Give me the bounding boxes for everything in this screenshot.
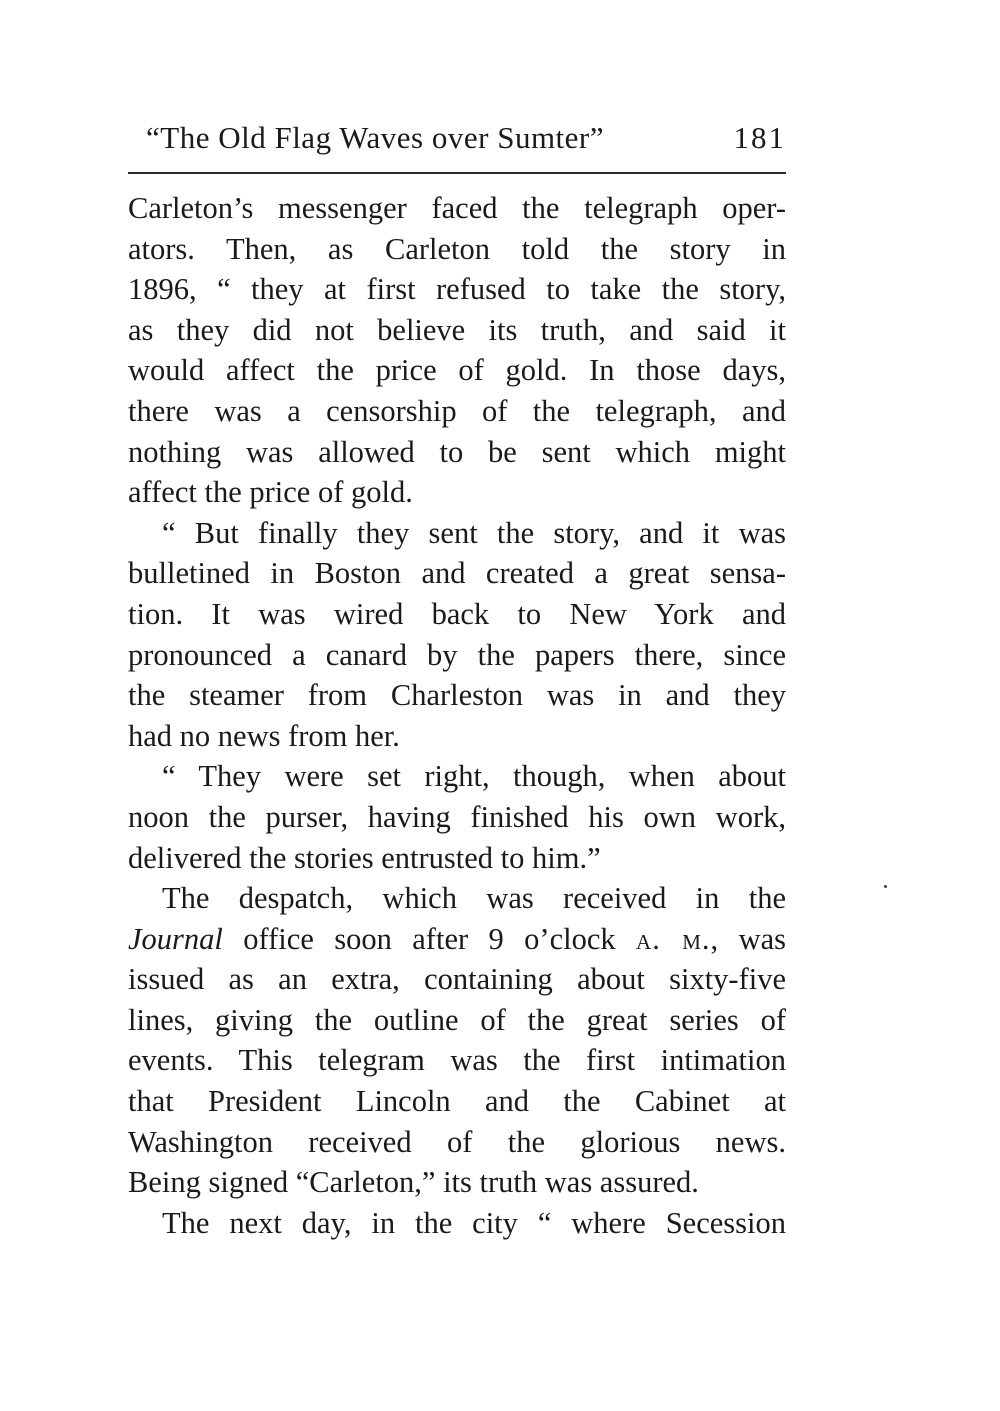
text-line: The despatch, which was received in the: [162, 881, 786, 916]
journal-title: Journal: [128, 921, 223, 956]
text-line: bulletined in Boston and created a great sensa-: [128, 556, 786, 591]
text-line: the steamer from Charleston was in and they: [128, 678, 786, 713]
text-line: issued as an extra, containing about sixty-five: [128, 962, 786, 997]
text-line: “ But finally they sent the story, and it was: [162, 515, 786, 550]
page-number: 181: [733, 120, 786, 155]
text-line: Carleton’s messenger faced the telegraph oper-: [128, 191, 786, 225]
text-line: “ They were set right, though, when about: [162, 759, 786, 794]
running-head-title: “The Old Flag Waves over Sumter”: [146, 120, 605, 155]
text-line: The next day, in the city “ where Secession: [162, 1205, 786, 1240]
text-line: affect the price of gold.: [128, 475, 413, 510]
time-abbreviation: a. m.: [636, 921, 711, 956]
text-line: pronounced a canard by the papers there, since: [128, 637, 786, 672]
text-line: Washington received of the glorious news.: [128, 1124, 786, 1159]
text-line: nothing was allowed to be sent which might: [128, 434, 786, 469]
header-rule: [128, 172, 786, 174]
text-line: there was a censorship of the telegraph, and: [128, 393, 786, 428]
text-line: that President Lincoln and the Cabinet at: [128, 1084, 786, 1119]
text-line: events. This telegram was the first intimation: [128, 1043, 786, 1078]
text-line: [128, 919, 786, 960]
text-line: lines, giving the outline of the great series of: [128, 1002, 786, 1037]
text-fragment: , was: [710, 921, 786, 956]
text-line: had no news from her.: [128, 718, 400, 753]
text-fragment: office soon after 9 o’clock: [222, 921, 637, 956]
running-head: [128, 118, 786, 162]
text-line: 1896, “ they at first refused to take the story,: [128, 272, 786, 307]
text-line: as they did not believe its truth, and said it: [128, 312, 786, 347]
text-line: Being signed “Carleton,” its truth was assured.: [128, 1165, 699, 1200]
text-line: ators. Then, as Carleton told the story in: [128, 231, 786, 266]
text-line: tion. It was wired back to New York and: [128, 596, 786, 631]
text-line: would affect the price of gold. In those days,: [128, 353, 786, 388]
text-line: noon the purser, having finished his own work,: [128, 799, 786, 834]
text-line: delivered the stories entrusted to him.”: [128, 840, 601, 875]
body-text: [128, 188, 786, 1243]
print-speck: [884, 885, 887, 888]
